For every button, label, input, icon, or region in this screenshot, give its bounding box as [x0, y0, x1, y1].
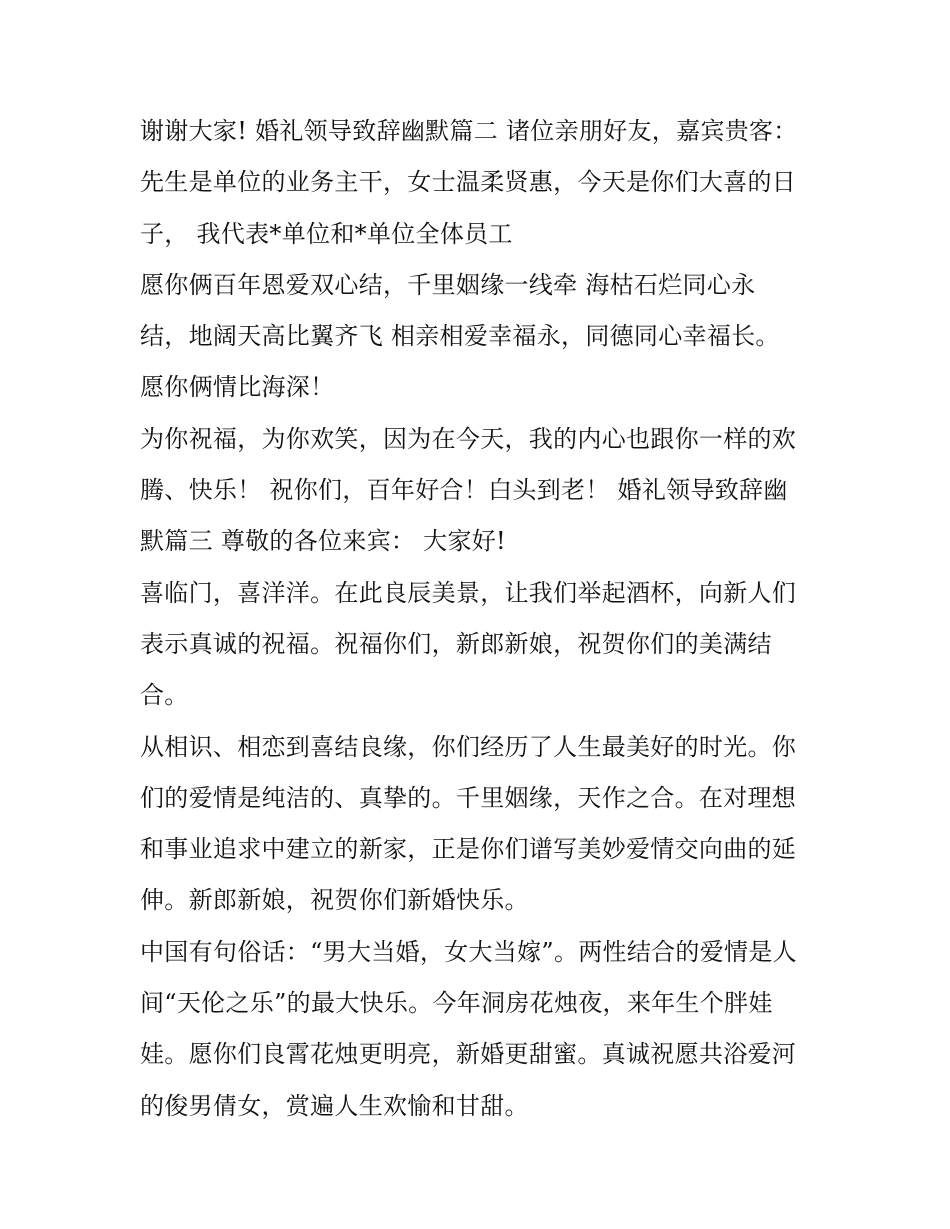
text-line: 默篇三 尊敬的各位来宾： 大家好!	[140, 527, 507, 556]
text-line: 间“天伦之乐”的最大快乐。今年洞房花烛夜，来年生个胖娃	[140, 989, 773, 1018]
text-line: 为你祝福，为你欢笑，因为在今天，我的内心也跟你一样的欢	[140, 424, 797, 453]
text-line: 谢谢大家! 婚礼领导致辞幽默篇二 诸位亲朋好友，嘉宾贵客：	[140, 117, 798, 145]
text-line: 子， 我代表*单位和*单位全体员工	[140, 219, 513, 248]
text-line: 表示真诚的祝福。祝福你们，新郎新娘，祝贺你们的美满结	[140, 629, 772, 658]
document-body	[140, 106, 830, 1132]
text-line: 愿你俩情比海深！	[140, 373, 335, 402]
text-line: 中国有句俗话：“男大当婚，女大当嫁”。两性结合的爱情是人	[140, 937, 797, 966]
text-line: 结，地阔天高比翼齐飞 相亲相爱幸福永，同德同心幸福长。	[140, 322, 780, 351]
text-line: 喜临门，喜洋洋。在此良辰美景，让我们举起酒杯，向新人们	[140, 578, 797, 607]
text-line: 们的爱情是纯洁的、真挚的。千里姻缘，天作之合。在对理想	[140, 783, 797, 812]
text-line: 腾、快乐！ 祝你们，百年好合！白头到老！ 婚礼领导致辞幽	[140, 476, 788, 505]
text-line: 愿你俩百年恩爱双心结，千里姻缘一线牵 海枯石烂同心永	[140, 270, 756, 299]
text-line: 伸。新郎新娘，祝贺你们新婚快乐。	[140, 886, 529, 915]
text-line: 先生是单位的业务主干，女士温柔贤惠，今天是你们大喜的日	[140, 168, 797, 197]
text-line: 合。	[140, 681, 189, 710]
text-line: 从相识、相恋到喜结良缘，你们经历了人生最美好的时光。你	[140, 732, 797, 761]
text-line: 娃。愿你们良霄花烛更明亮，新婚更甜蜜。真诚祝愿共浴爱河	[140, 1040, 797, 1069]
text-line: 和事业追求中建立的新家，正是你们谱写美妙爱情交向曲的延	[140, 835, 797, 864]
text-line: 的俊男倩女，赏遍人生欢愉和甘甜。	[140, 1091, 529, 1120]
